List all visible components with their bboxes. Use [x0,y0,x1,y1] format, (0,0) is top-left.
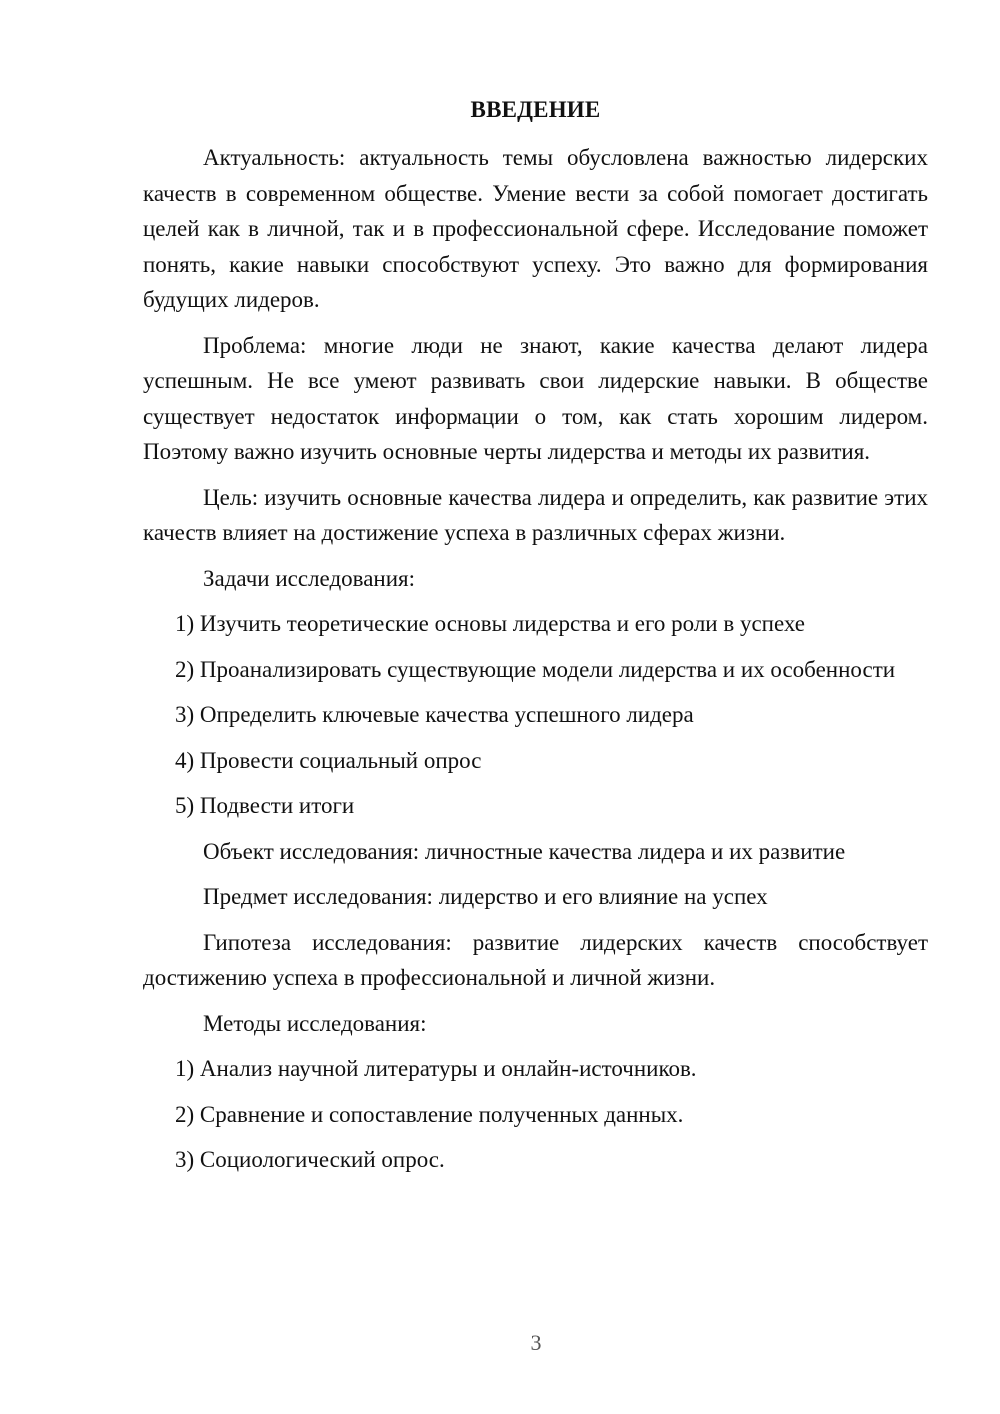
method-item-3: 3) Социологический опрос. [175,1147,445,1172]
paragraph-problem: Проблема: многие люди не знают, какие качества делают лидера успешным. Не все умеют развивать свои лидерские навыки. В обществе существует недостаток информации о том, как стать хорошим лидером. Поэтому важно изучить основные черты лидерства и методы их развития. [143,332,928,464]
paragraph-relevance: Актуальность: актуальность темы обусловлена важностью лидерских качеств в современном обществе. Умение вести за собой помогает достигать целей как в личной, так и в профессиональной сфере. Исследование поможет понять, какие навыки способствуют успеху. Это важно для формирования будущих лидеров. [143,145,928,312]
research-object: Объект исследования: личностные качества лидера и их развитие [203,838,846,864]
task-item-3: 3) Определить ключевые качества успешного лидера [175,702,694,727]
task-item-5: 5) Подвести итоги [175,793,355,818]
paragraph-goal: Цель: изучить основные качества лидера и определить, как развитие этих качеств влияет на достижение успеха в различных сферах жизни. [143,484,928,545]
method-item-1: 1) Анализ научной литературы и онлайн-источников. [175,1056,697,1081]
tasks-heading: Задачи исследования: [203,565,416,591]
task-item-1: 1) Изучить теоретические основы лидерства и его роли в успехе [175,611,806,636]
research-subject: Предмет исследования: лидерство и его влияние на успех [203,884,768,909]
task-item-2: 2) Проанализировать существующие модели лидерства и их особенности [175,656,896,682]
task-item-4: 4) Провести социальный опрос [175,747,482,773]
research-hypothesis: Гипотеза исследования: развитие лидерских качеств способствует достижению успеха в профессиональной и личной жизни. [143,929,928,990]
method-item-2: 2) Сравнение и сопоставление полученных данных. [175,1101,684,1127]
page-number: 3 [530,1330,542,1355]
page-title: ВВЕДЕНИЕ [470,97,601,122]
methods-heading: Методы исследования: [203,1010,427,1036]
page-content [143,92,928,1188]
